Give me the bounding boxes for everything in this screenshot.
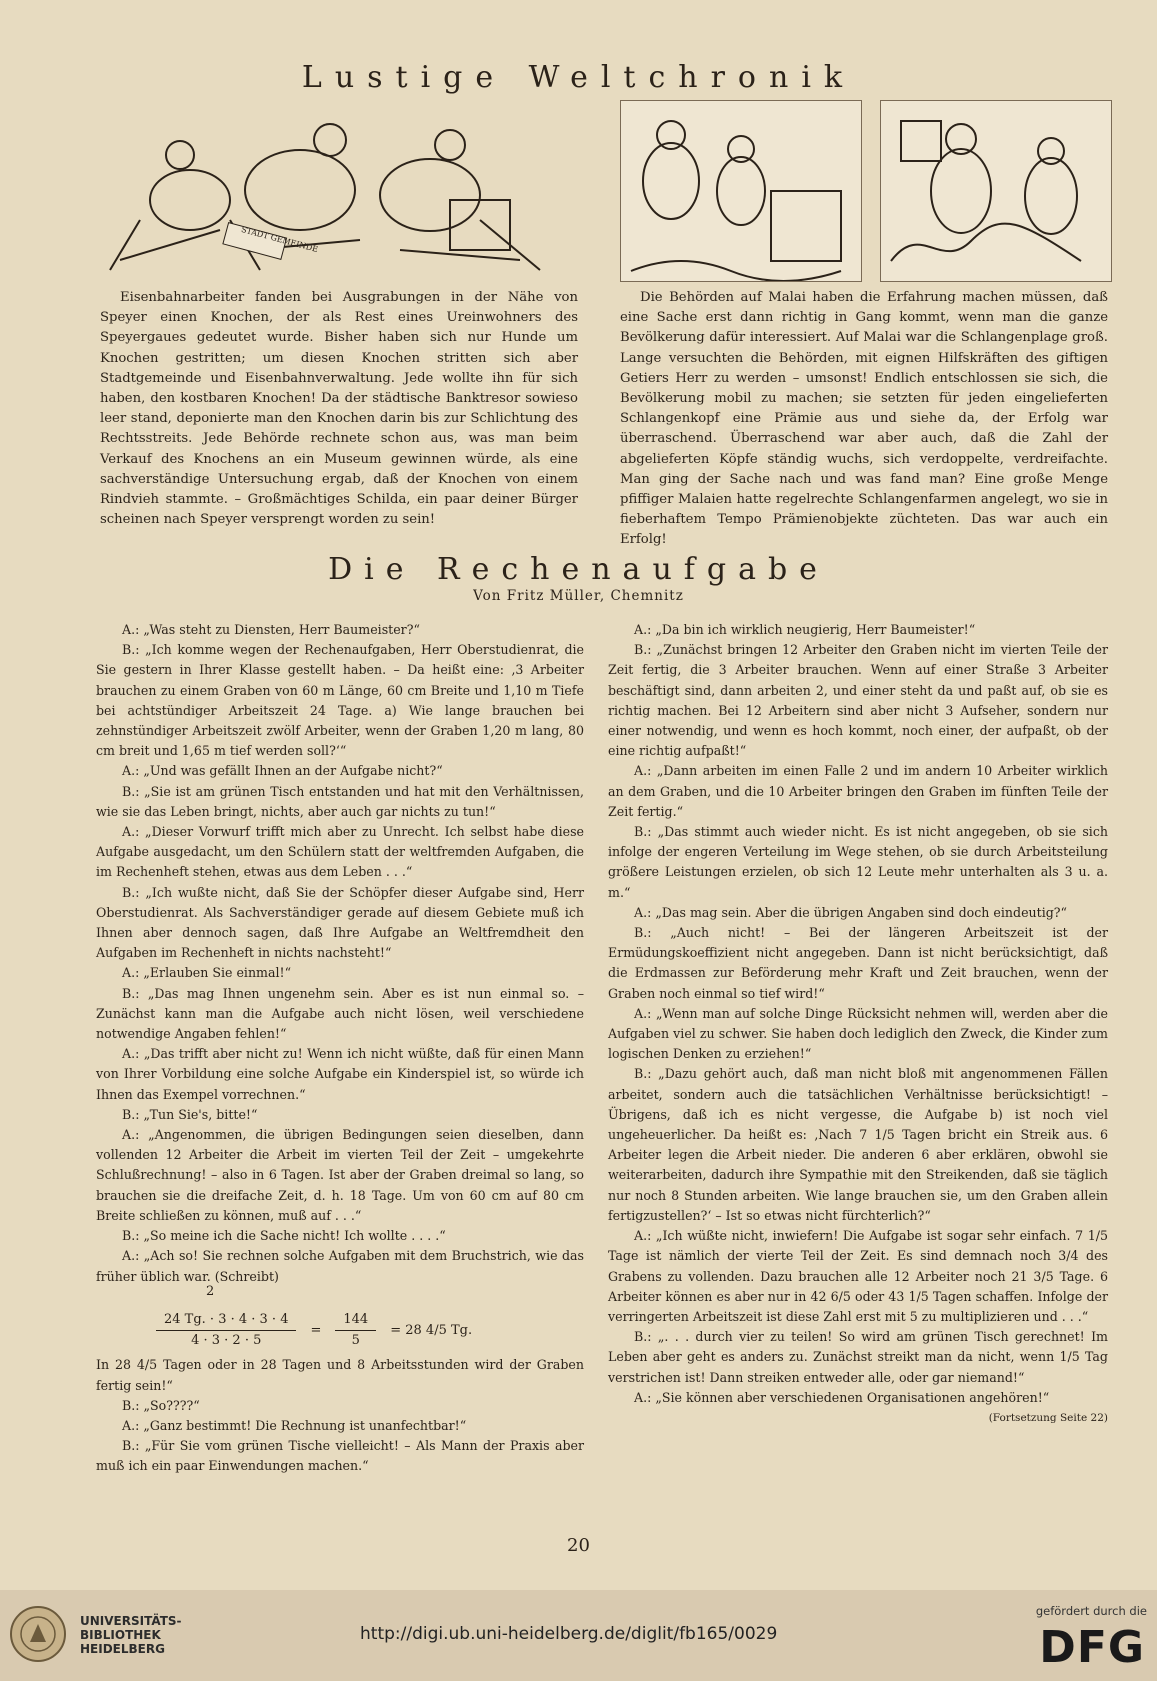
fraction-numerator: 24 Tg. · 3 · 4 · 3 · 4 <box>156 1310 296 1331</box>
dialogue-line: A.: „Ich wüßte nicht, inwiefern! Die Aufgabe ist sogar sehr einfach. 7 1/5 Tage ist nämlich der vierte Teil der Zeit. Es sind demnach noch 3/4 des Grabens zu vollenden. Dazu brauchen alle 12 Arbeiter noch 21 3/5 Tage. 6 Arbeiter können es aber nur in 42 6/5 oder 43 1/5 Tagen schaffen. Infolge der verringerten Arbeitszeit ist diese Zahl erst mit 5 zu multiplizieren und . . .“ <box>608 1228 1108 1324</box>
dialogue-line: A.: „Was steht zu Diensten, Herr Baumeister?“ <box>122 622 420 637</box>
funding-label: gefördert durch die <box>1035 1604 1147 1618</box>
dfg-logo: DFG <box>1039 1622 1145 1673</box>
dialogue-line: B.: „. . . durch vier zu teilen! So wird am grünen Tisch gerechnet! Im Leben aber geht es anders zu. Zunächst streikt man da nicht, wenn 1/5 Tag verstrichen ist! Dann streiken entweder alle, oder gar niemand!“ <box>608 1329 1108 1385</box>
cartoon-snake-panel-2 <box>880 100 1112 282</box>
fraction-denominator: 5 <box>351 1333 360 1349</box>
dialogue-line: A.: „Dann arbeiten im einen Falle 2 und im andern 10 Arbeiter wirklich an dem Graben, und die 10 Arbeiter bringen den Graben im fünften Teile der Zeit fertig.“ <box>608 763 1108 819</box>
dialogue-line: B.: „Zunächst bringen 12 Arbeiter den Graben nicht im vierten Teile der Zeit fertig, die 3 Arbeiter brauchen. Wenn auf einer Straße 3 Arbeiter beschäftigt sind, dann arbeiten 2, und einer steht da und paßt auf, ob sie es richtig machen. Bei 12 Arbeitern sind aber nicht 3 Aufseher, sondern nur einer notwendig, und wenn es hoch kommt, noch einer, der aufpaßt, ob der eine richtig aufpaßt!“ <box>608 642 1108 759</box>
dialogue-line: A.: „Sie können aber verschiedenen Organisationen angehören!“ <box>634 1389 1050 1405</box>
fraction-result: = 28 4/5 Tg. <box>390 1322 473 1338</box>
dialogue-line: A.: „Dieser Vorwurf trifft mich aber zu Unrecht. Ich selbst habe diese Aufgabe ausgedacht, um den Schülern statt der weltfremden Aufgaben, die im Rechenheft stehen, etwas aus dem Leben . . .“ <box>96 824 584 880</box>
cartoon-snake-illustration-2 <box>881 101 1111 281</box>
university-seal-icon <box>8 1604 68 1664</box>
fraction-right <box>335 1310 376 1351</box>
institution-name: UNIVERSITÄTS- BIBLIOTHEK HEIDELBERG <box>80 1614 182 1656</box>
section-title-weltchronik: Lustige Weltchronik <box>301 60 856 95</box>
fraction-calculation <box>156 1310 584 1351</box>
dialogue-line: A.: „Das trifft aber nicht zu! Wenn ich nicht wüßte, daß für einen Mann von Ihrer Vorbildung eine solche Aufgabe ein Kinderspiel ist, so würde ich Ihnen das Exempel vorrechnen.“ <box>96 1046 584 1102</box>
dialogue-line: B.: „Ich wußte nicht, daß Sie der Schöpfer dieser Aufgabe sind, Herr Oberstudienrat. Als Sachverständiger gerade auf diesem Gebiete muß ich Ihnen aber dennoch sagen, daß Ihre Aufgabe an Weltfremdheit den Aufgaben im Rechenheft in nichts nachsteht!“ <box>96 884 584 961</box>
dialogue-line: A.: „Wenn man auf solche Dinge Rücksicht nehmen will, werden aber die Aufgaben viel zu schwer. Sie haben doch lediglich den Zweck, die Kinder zum logischen Denken zu erziehen!“ <box>608 1005 1108 1062</box>
permalink[interactable]: http://digi.ub.uni-heidelberg.de/diglit/fb165/0029 <box>360 1624 778 1644</box>
dialogue-line: A.: „Ganz bestimmt! Die Rechnung ist unanfechtbar!“ <box>122 1417 467 1433</box>
article-byline: Von Fritz Müller, Chemnitz <box>473 588 684 604</box>
dialogue-line: In 28 4/5 Tagen oder in 28 Tagen und 8 Arbeitsstunden wird der Graben fertig sein!“ <box>96 1357 584 1393</box>
dialogue-line: A.: „Das mag sein. Aber die übrigen Angaben sind doch eindeutig?“ <box>634 904 1067 920</box>
fraction-above: 2 <box>206 1283 215 1299</box>
cartoon-bone-illustration <box>100 100 580 280</box>
dialogue-line: B.: „Sie ist am grünen Tisch entstanden und hat mit den Verhältnissen, wie sie das Leben bringt, nichts, aber auch gar nichts zu tun!“ <box>96 783 584 819</box>
equals-sign: = <box>310 1322 322 1338</box>
dialogue-line: A.: „Angenommen, die übrigen Bedingungen seien dieselben, dann vollenden 12 Arbeiter die Arbeit im vierten Teil der Zeit – umgekehrte Schlußrechnung! – also in 6 Tagen. Ist aber der Graben dreimal so lang, so brauchen sie die dreifache Zeit, d. h. 18 Tage. Um von 60 cm auf 80 cm Breite schließen zu können, muß auf . . .“ <box>96 1127 584 1223</box>
news-item-snakes: Die Behörden auf Malai haben die Erfahrung machen müssen, daß eine Sache erst dann richtig in Gang kommt, wenn man die ganze Bevölkerung dafür interessiert. Auf Malai war die Schlangenplage groß. Lange versuchten die Behörden, mit eignen Hilfskräften des giftigen Getiers Herr zu werden – umsonst! Endlich entschlossen sie sich, die Bevölkerung mobil zu machen; sie setzten für jeden eingelieferten Schlangenkopf eine Prämie aus und siehe da, der Erfolg war überraschend. Überraschend war aber auch, daß die Zahl der abgelieferten Köpfe ständig wuchs, sich verdoppelte, verdreifachte. Man ging der Sache nach und was fand man? Eine große Menge pfiffiger Malaien hatte regelrechte Schlangenfarmen angelegt, wo sie in fieberhaftem Tempo Prämienobjekte züchteten. Das war auch ein Erfolg! <box>620 290 1108 548</box>
cartoon-sign-text: STADT GEMEINDE <box>240 224 319 255</box>
dialogue-line: A.: „Da bin ich wirklich neugierig, Herr Baumeister!“ <box>634 622 976 637</box>
dialogue-line: B.: „Das stimmt auch wieder nicht. Es ist nicht angegeben, ob sie sich infolge der engeren Verteilung im Wege stehen, ob sie durch Arbeitsteilung größere Leistungen erzielen, ob sich 12 Leute mehr unterhalten als 3 u. a. m.“ <box>608 824 1108 900</box>
fraction-numerator: 144 <box>335 1310 376 1331</box>
dialogue-line: B.: „Ich komme wegen der Rechenaufgaben, Herr Oberstudienrat, die Sie gestern in Ihrer Klasse gestellt haben. – Da heißt eine: ‚3 Arbeiter brauchen zu einem Graben von 60 m Länge, 60 cm Breite und 1,10 m Tiefe bei achtstündiger Arbeitszeit 24 Tage. a) Wie lange brauchen bei zehnstündiger Arbeitszeit zwölf Arbeiter, wenn der Graben 1,20 m lang, 80 cm breit und 1,65 m tief werden soll?‘“ <box>96 642 584 759</box>
section-title-rechenaufgabe: Die Rechenaufgabe <box>328 552 829 587</box>
dialogue-line: A.: „Ach so! Sie rechnen solche Aufgaben mit dem Bruchstrich, wie das früher üblich war. (Schreibt) <box>96 1248 584 1284</box>
page-number: 20 <box>567 1535 590 1556</box>
cartoon-snake-illustration-1 <box>621 101 861 281</box>
continuation-note: (Fortsetzung Seite 22) <box>988 1411 1108 1424</box>
dialogue-line: A.: „Und was gefällt Ihnen an der Aufgabe nicht?“ <box>122 763 443 779</box>
article-right-column <box>608 620 1108 1428</box>
dialogue-line: B.: „Tun Sie's, bitte!“ <box>122 1106 258 1122</box>
cartoon-snake-panel-1 <box>620 100 862 282</box>
dialogue-line: B.: „So????“ <box>122 1397 200 1413</box>
fraction-denominator: 4 · 3 · 2 · 5 <box>191 1333 262 1349</box>
dialogue-line: B.: „So meine ich die Sache nicht! Ich wollte . . . .“ <box>122 1228 446 1244</box>
dialogue-line: B.: „Auch nicht! – Bei der längeren Arbeitszeit ist der Ermüdungskoeffizient nicht angegeben. Dann ist nicht berücksichtigt, daß die Erdmassen zur Beförderung mehr Kraft und Zeit brauchen, wenn der Graben noch einmal so tief wird!“ <box>608 925 1108 1001</box>
dialogue-line: B.: „Das mag Ihnen ungenehm sein. Aber es ist nun einmal so. – Zunächst kann man die Aufgabe auch nicht lösen, weil verschiedene notwendige Angaben fehlen!“ <box>96 985 584 1042</box>
dialogue-line: B.: „Für Sie vom grünen Tische vielleicht! – Als Mann der Praxis aber muß ich ein paar Einwendungen machen.“ <box>96 1438 584 1474</box>
dialogue-line: A.: „Erlauben Sie einmal!“ <box>122 965 292 981</box>
article-left-column <box>96 620 584 1477</box>
news-item-bone: Eisenbahnarbeiter fanden bei Ausgrabungen in der Nähe von Speyer einen Knochen, der als Rest eines Ureinwohners des Speyergaues gedeutet wurde. Bisher haben sich nur Hunde um Knochen gestritten; um diesen Knochen stritten sich aber Stadtgemeinde und Eisenbahnverwaltung. Jede wollte ihn für sich haben, den kostbaren Knochen! Da der städtische Banktresor sowieso leer stand, deponierte man den Knochen darin bis zur Schlichtung des Rechtsstreits. Jede Behörde rechnete schon aus, was man beim Verkauf des Knochens an ein Museum gewinnen würde, als eine sachverständige Untersuchung ergab, daß der Knochen von einem Rindvieh stammte. – Großmächtiges Schilda, ein paar deiner Bürger scheinen nach Speyer versprengt worden zu sein! <box>100 290 578 528</box>
cartoon-bone-dispute <box>100 100 580 280</box>
dialogue-line: B.: „Dazu gehört auch, daß man nicht bloß mit angenommenen Fällen arbeitet, sondern auch die tatsächlichen Verhältnisse berücksichtigt! – Übrigens, daß ich es nicht vergesse, die Aufgabe b) ist noch viel ungeheuerlicher. Da heißt es: ‚Nach 7 1/5 Tagen bricht ein Streik aus. 6 Arbeiter legen die Arbeit nieder. Die anderen 6 aber erklären, obwohl sie weiterarbeiten, dadurch ihre Sympathie mit den Streikenden, daß sie täglich nur noch 8 Stunden arbeiten. Wie lange brauchen sie, um den Graben allein fertigzustellen?‘ – Ist so etwas nicht fürchterlich?“ <box>608 1066 1108 1223</box>
viewer-footer <box>0 1590 1157 1681</box>
fraction-left <box>156 1310 296 1351</box>
